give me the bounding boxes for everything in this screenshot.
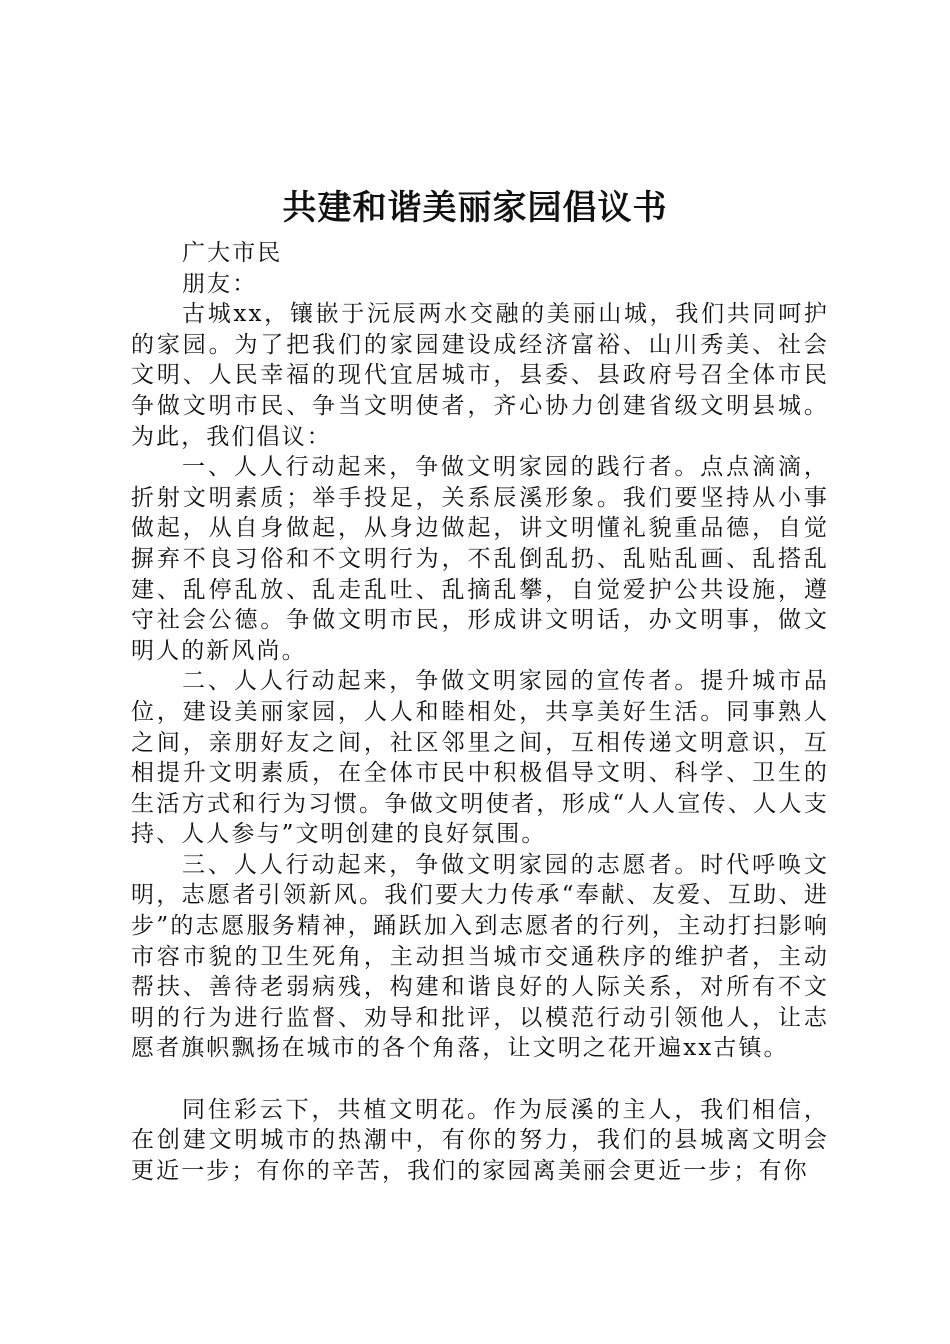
paragraph-proposal-2: 二、人人行动起来，争做文明家园的宣传者。提升城市品位，建设美丽家园，人人和睦相处，共享美好生活。同事熟人之间，亲朋好友之间，社区邻里之间，互相传递文明意识，互相提升文明素质，在全体市民中积极倡导文明、科学、卫生的生活方式和行为习惯。争做文明使者，形成“人人宣传、人人支持、人人参与”文明创建的良好氛围。	[131, 668, 829, 848]
paragraph-intro: 古城xx，镶嵌于沅辰两水交融的美丽山城，我们共同呵护的家园。为了把我们的家园建设成经济富裕、山川秀美、社会文明、人民幸福的现代宜居城市，县委、县政府号召全体市民争做文明市民、争当文明使者，齐心协力创建省级文明县城。为此，我们倡议：	[131, 301, 829, 450]
paragraph-proposal-1: 一、人人行动起来，争做文明家园的践行者。点点滴滴，折射文明素质；举手投足，关系辰溪形象。我们要坚持从小事做起，从自身做起，从身边做起，讲文明懂礼貌重品德，自觉摒弃不良习俗和不文明行为，不乱倒乱扔、乱贴乱画、乱搭乱建、乱停乱放、乱走乱吐、乱摘乱攀，自觉爱护公共设施，遵守社会公德。争做文明市民，形成讲文明话，办文明事，做文明人的新风尚。	[131, 454, 829, 664]
paragraph-proposal-3: 三、人人行动起来，争做文明家园的志愿者。时代呼唤文明，志愿者引领新风。我们要大力传承“奉献、友爱、互助、进步”的志愿服务精神，踊跃加入到志愿者的行列，主动打扫影响市容市貌的卫生死角，主动担当城市交通秩序的维护者，主动帮扶、善待老弱病残，构建和谐良好的人际关系，对所有不文明的行为进行监督、劝导和批评，以模范行动引领他人，让志愿者旗帜飘扬在城市的各个角落，让文明之花开遍xx古镇。	[131, 851, 829, 1062]
paragraph-spacer	[131, 1064, 829, 1095]
salutation-line-2: 朋友：	[182, 270, 258, 297]
salutation-line-1: 广大市民	[182, 240, 283, 266]
document-body	[131, 238, 829, 1186]
document-title: 共建和谐美丽家园倡议书	[282, 188, 668, 228]
paragraph-closing: 同住彩云下，共植文明花。作为辰溪的主人，我们相信，在创建文明城市的热潮中，有你的努力，我们的县城离文明会更近一步；有你的辛苦，我们的家园离美丽会更近一步；有你	[131, 1096, 829, 1184]
